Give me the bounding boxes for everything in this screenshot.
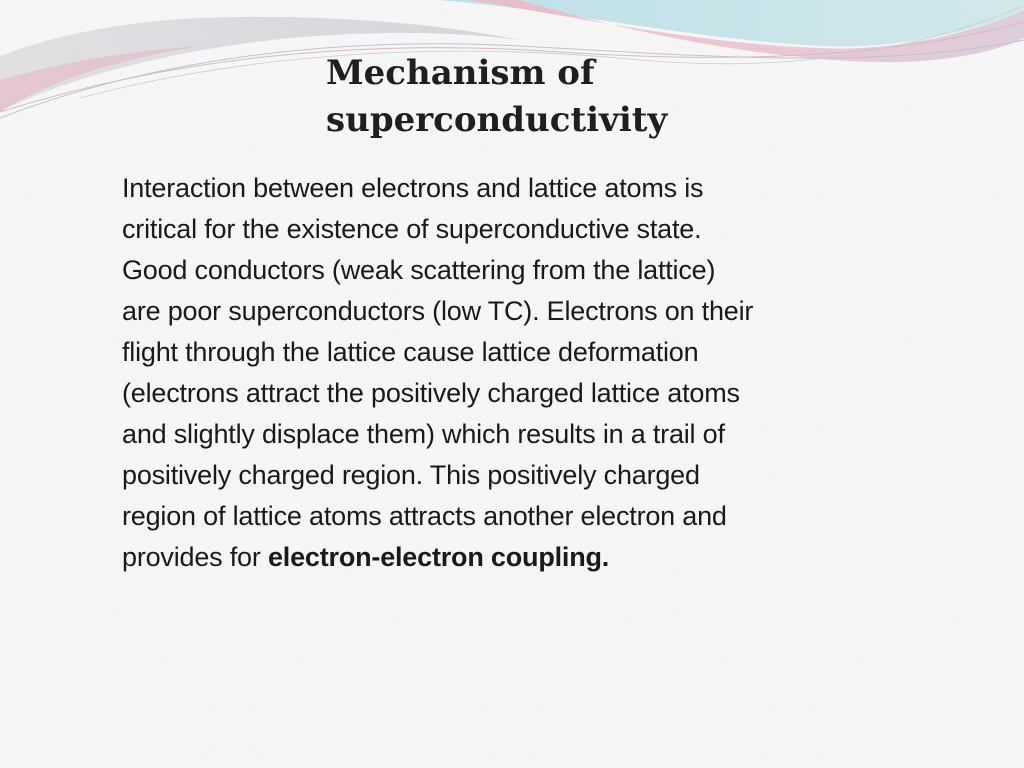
body-line: critical for the existence of superconductive state. bbox=[122, 214, 702, 244]
body-line: and slightly displace them) which results in a trail of bbox=[122, 419, 725, 449]
body-line: Good conductors (weak scattering from the lattice) bbox=[122, 255, 716, 285]
body-bold-phrase: electron-electron coupling. bbox=[267, 542, 610, 572]
body-line-last bbox=[122, 537, 902, 578]
slide-body-text bbox=[122, 168, 902, 578]
body-line: flight through the lattice cause lattice deformation bbox=[122, 337, 699, 367]
slide-title bbox=[326, 50, 746, 144]
body-line: (electrons attract the positively charged lattice atoms bbox=[122, 378, 740, 408]
body-last-prefix: provides for bbox=[122, 542, 268, 572]
body-line: region of lattice atoms attracts another electron and bbox=[122, 501, 727, 531]
body-line: are poor superconductors (low TC). Electrons on their bbox=[122, 296, 754, 326]
body-line: Interaction between electrons and lattice atoms is bbox=[122, 173, 704, 203]
slide-title-line-1: Mechanism of bbox=[326, 53, 595, 93]
slide-title-line-2: superconductivity bbox=[326, 100, 668, 140]
body-line: positively charged region. This positively charged bbox=[122, 460, 700, 490]
